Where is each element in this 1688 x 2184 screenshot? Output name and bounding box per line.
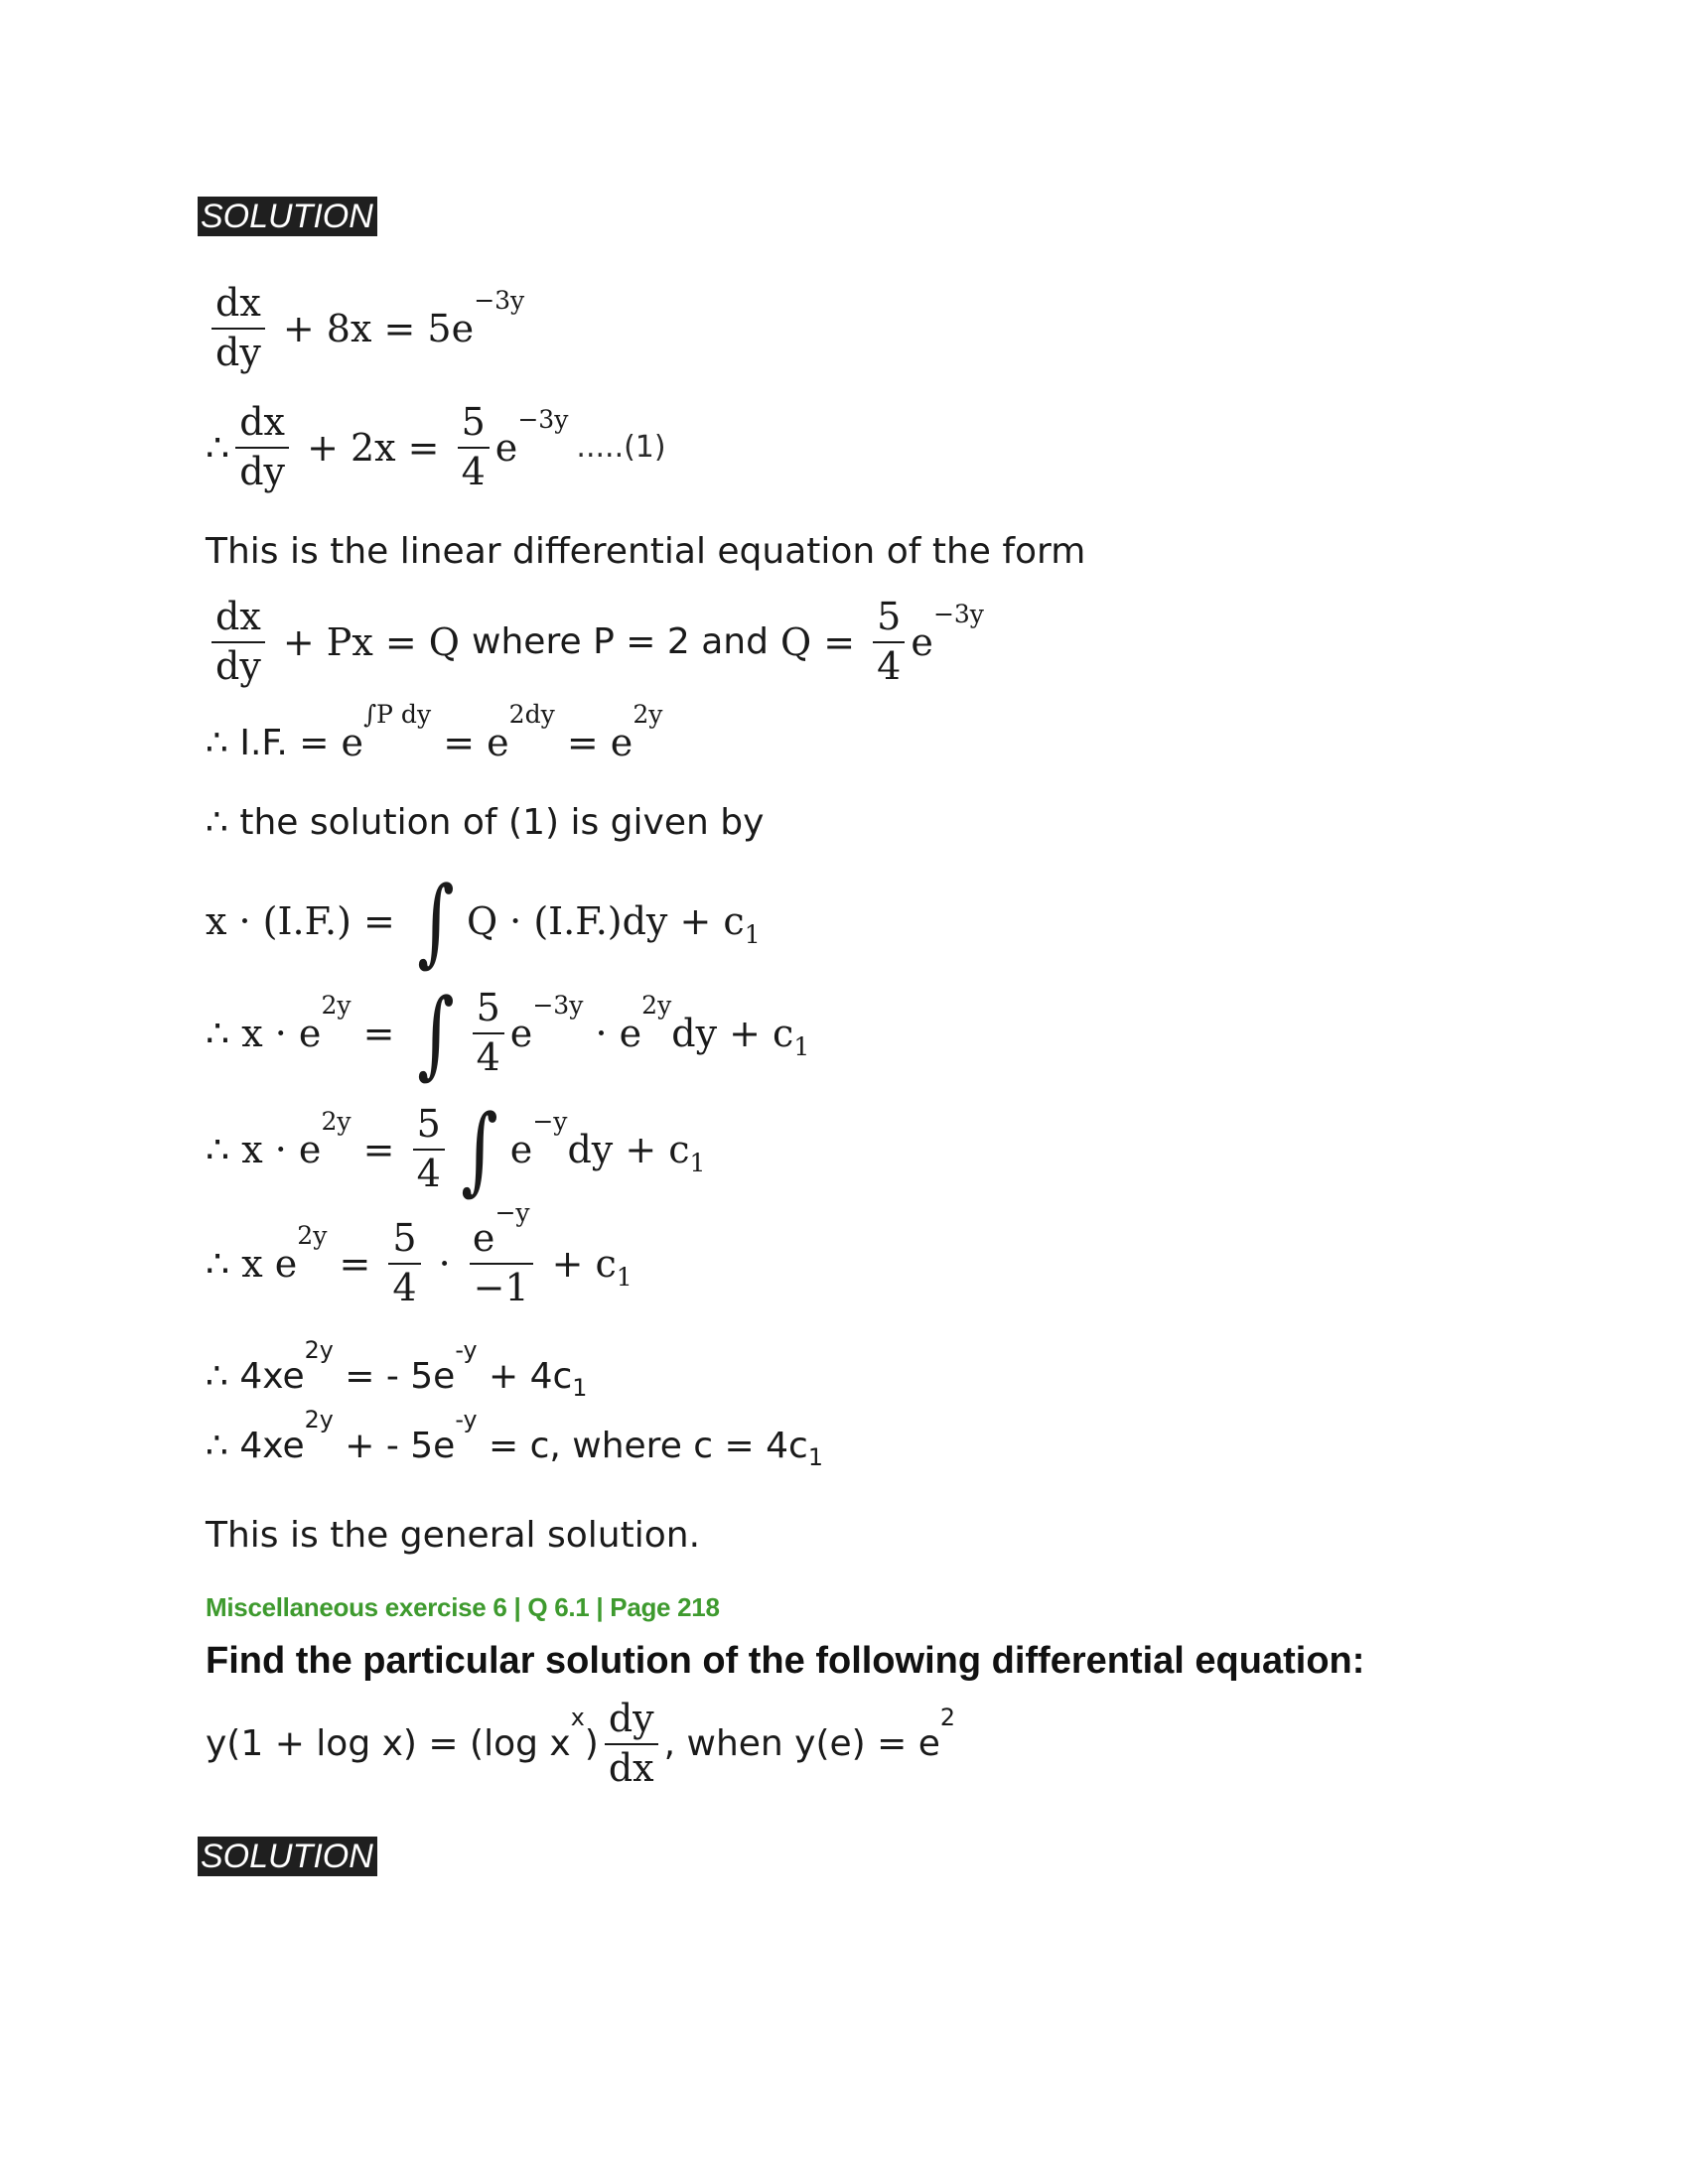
therefore-symbol: ∴ bbox=[206, 1241, 230, 1286]
question-heading: Find the particular solution of the following differential equation: bbox=[206, 1640, 1365, 1682]
solution-of-text-line bbox=[206, 802, 764, 843]
equation-2: ∴ $\frac{dx}{dy}$ + 2x = $\frac{5}{4}$ $e^{-3y}$ .....(1) bbox=[206, 400, 666, 493]
and-text: and bbox=[701, 621, 769, 663]
therefore-symbol: ∴ bbox=[206, 425, 230, 470]
therefore-symbol: ∴ bbox=[206, 802, 228, 843]
fraction-dx-dy: $\frac{dx}{dy}$ bbox=[211, 284, 265, 373]
therefore-symbol: ∴ bbox=[206, 722, 228, 763]
exercise-reference-link[interactable]: Miscellaneous exercise 6 | Q 6.1 | Page 218 bbox=[206, 1592, 720, 1622]
equation-8: ∴ $4xe^{2y}$ = - $5e^{-y} + 4c_1$ bbox=[206, 1336, 588, 1403]
fraction-5-4: $\frac{5}{4}$ bbox=[473, 989, 504, 1078]
therefore-symbol: ∴ bbox=[206, 1128, 230, 1171]
where-text: where bbox=[472, 621, 582, 663]
integrating-factor-line: ∴ I.F. = $e^{\int P dy} = e^{2dy} = e^{2y}$ bbox=[206, 699, 663, 764]
question-equation: y(1 + log x) = (log x $^x$) $\frac{dy}{dx}$ , when y(e) = e $^2$ bbox=[206, 1697, 956, 1790]
integral-sign: ∫ bbox=[461, 1094, 498, 1205]
fraction-dx-dy: $\frac{dx}{dy}$ bbox=[211, 598, 265, 687]
fraction-dy-dx: $\frac{dy}{dx}$ bbox=[605, 1700, 658, 1789]
fraction-5-4: $\frac{5}{4}$ bbox=[388, 1219, 420, 1308]
equation-3: $\frac{dx}{dy}$ + Px = Q where P = 2 and Q = $\frac{5}{4}$ $e^{-3y}$ bbox=[206, 598, 984, 687]
integral-sign: ∫ bbox=[417, 866, 455, 977]
solution-badge: SOLUTION bbox=[198, 1837, 377, 1876]
fraction-5-4: $\frac{5}{4}$ bbox=[458, 403, 490, 492]
equation-reference: .....(1) bbox=[576, 430, 666, 466]
therefore-symbol: ∴ bbox=[206, 1012, 230, 1055]
fraction-dx-dy: $\frac{dx}{dy}$ bbox=[235, 403, 289, 492]
equation-5: ∴ $x \cdot e^{2y}$ = ∫ $\frac{5}{4}$ $e^{-3y} \cdot e^{2y}dy + c_1$ bbox=[206, 978, 810, 1089]
fraction-5-4: $\frac{5}{4}$ bbox=[413, 1105, 445, 1194]
equation-6: ∴ $x \cdot e^{2y}$ = $\frac{5}{4}$ ∫ $e^{-y}dy + c_1$ bbox=[206, 1094, 706, 1205]
equation-9: ∴ $4xe^{2y}$ + - $5e^{-y} = c$, where $c = 4c_1$ bbox=[206, 1406, 823, 1472]
solution-badge: SOLUTION bbox=[198, 197, 377, 236]
p-value-text: P = 2 bbox=[593, 621, 690, 663]
fraction-5-4: $\frac{5}{4}$ bbox=[873, 598, 905, 687]
equation-7: ∴ x $e^{2y}$ = $\frac{5}{4}$ · $\frac{e^{-y}}{-1}$ + $c_1$ bbox=[206, 1197, 633, 1309]
linear-form-text: This is the linear differential equation of the form bbox=[206, 531, 1086, 572]
solution-of-text: the solution of (1) is given by bbox=[239, 802, 765, 843]
therefore-symbol: ∴ bbox=[206, 1356, 228, 1397]
equation-1: $\frac{dx}{dy}$ + $8x = 5e^{-3y}$ bbox=[206, 284, 524, 373]
therefore-symbol: ∴ bbox=[206, 1426, 228, 1466]
general-solution-text: This is the general solution. bbox=[206, 1515, 701, 1556]
if-label: I.F. = bbox=[239, 722, 330, 763]
integral-sign: ∫ bbox=[416, 978, 455, 1089]
equation-4: x · (I.F.) = ∫ $Q \cdot (I.F.)dy + c_1$ bbox=[206, 866, 761, 977]
fraction-e-neg-y-over-neg-1: $\frac{e^{-y}}{-1}$ bbox=[469, 1219, 534, 1308]
